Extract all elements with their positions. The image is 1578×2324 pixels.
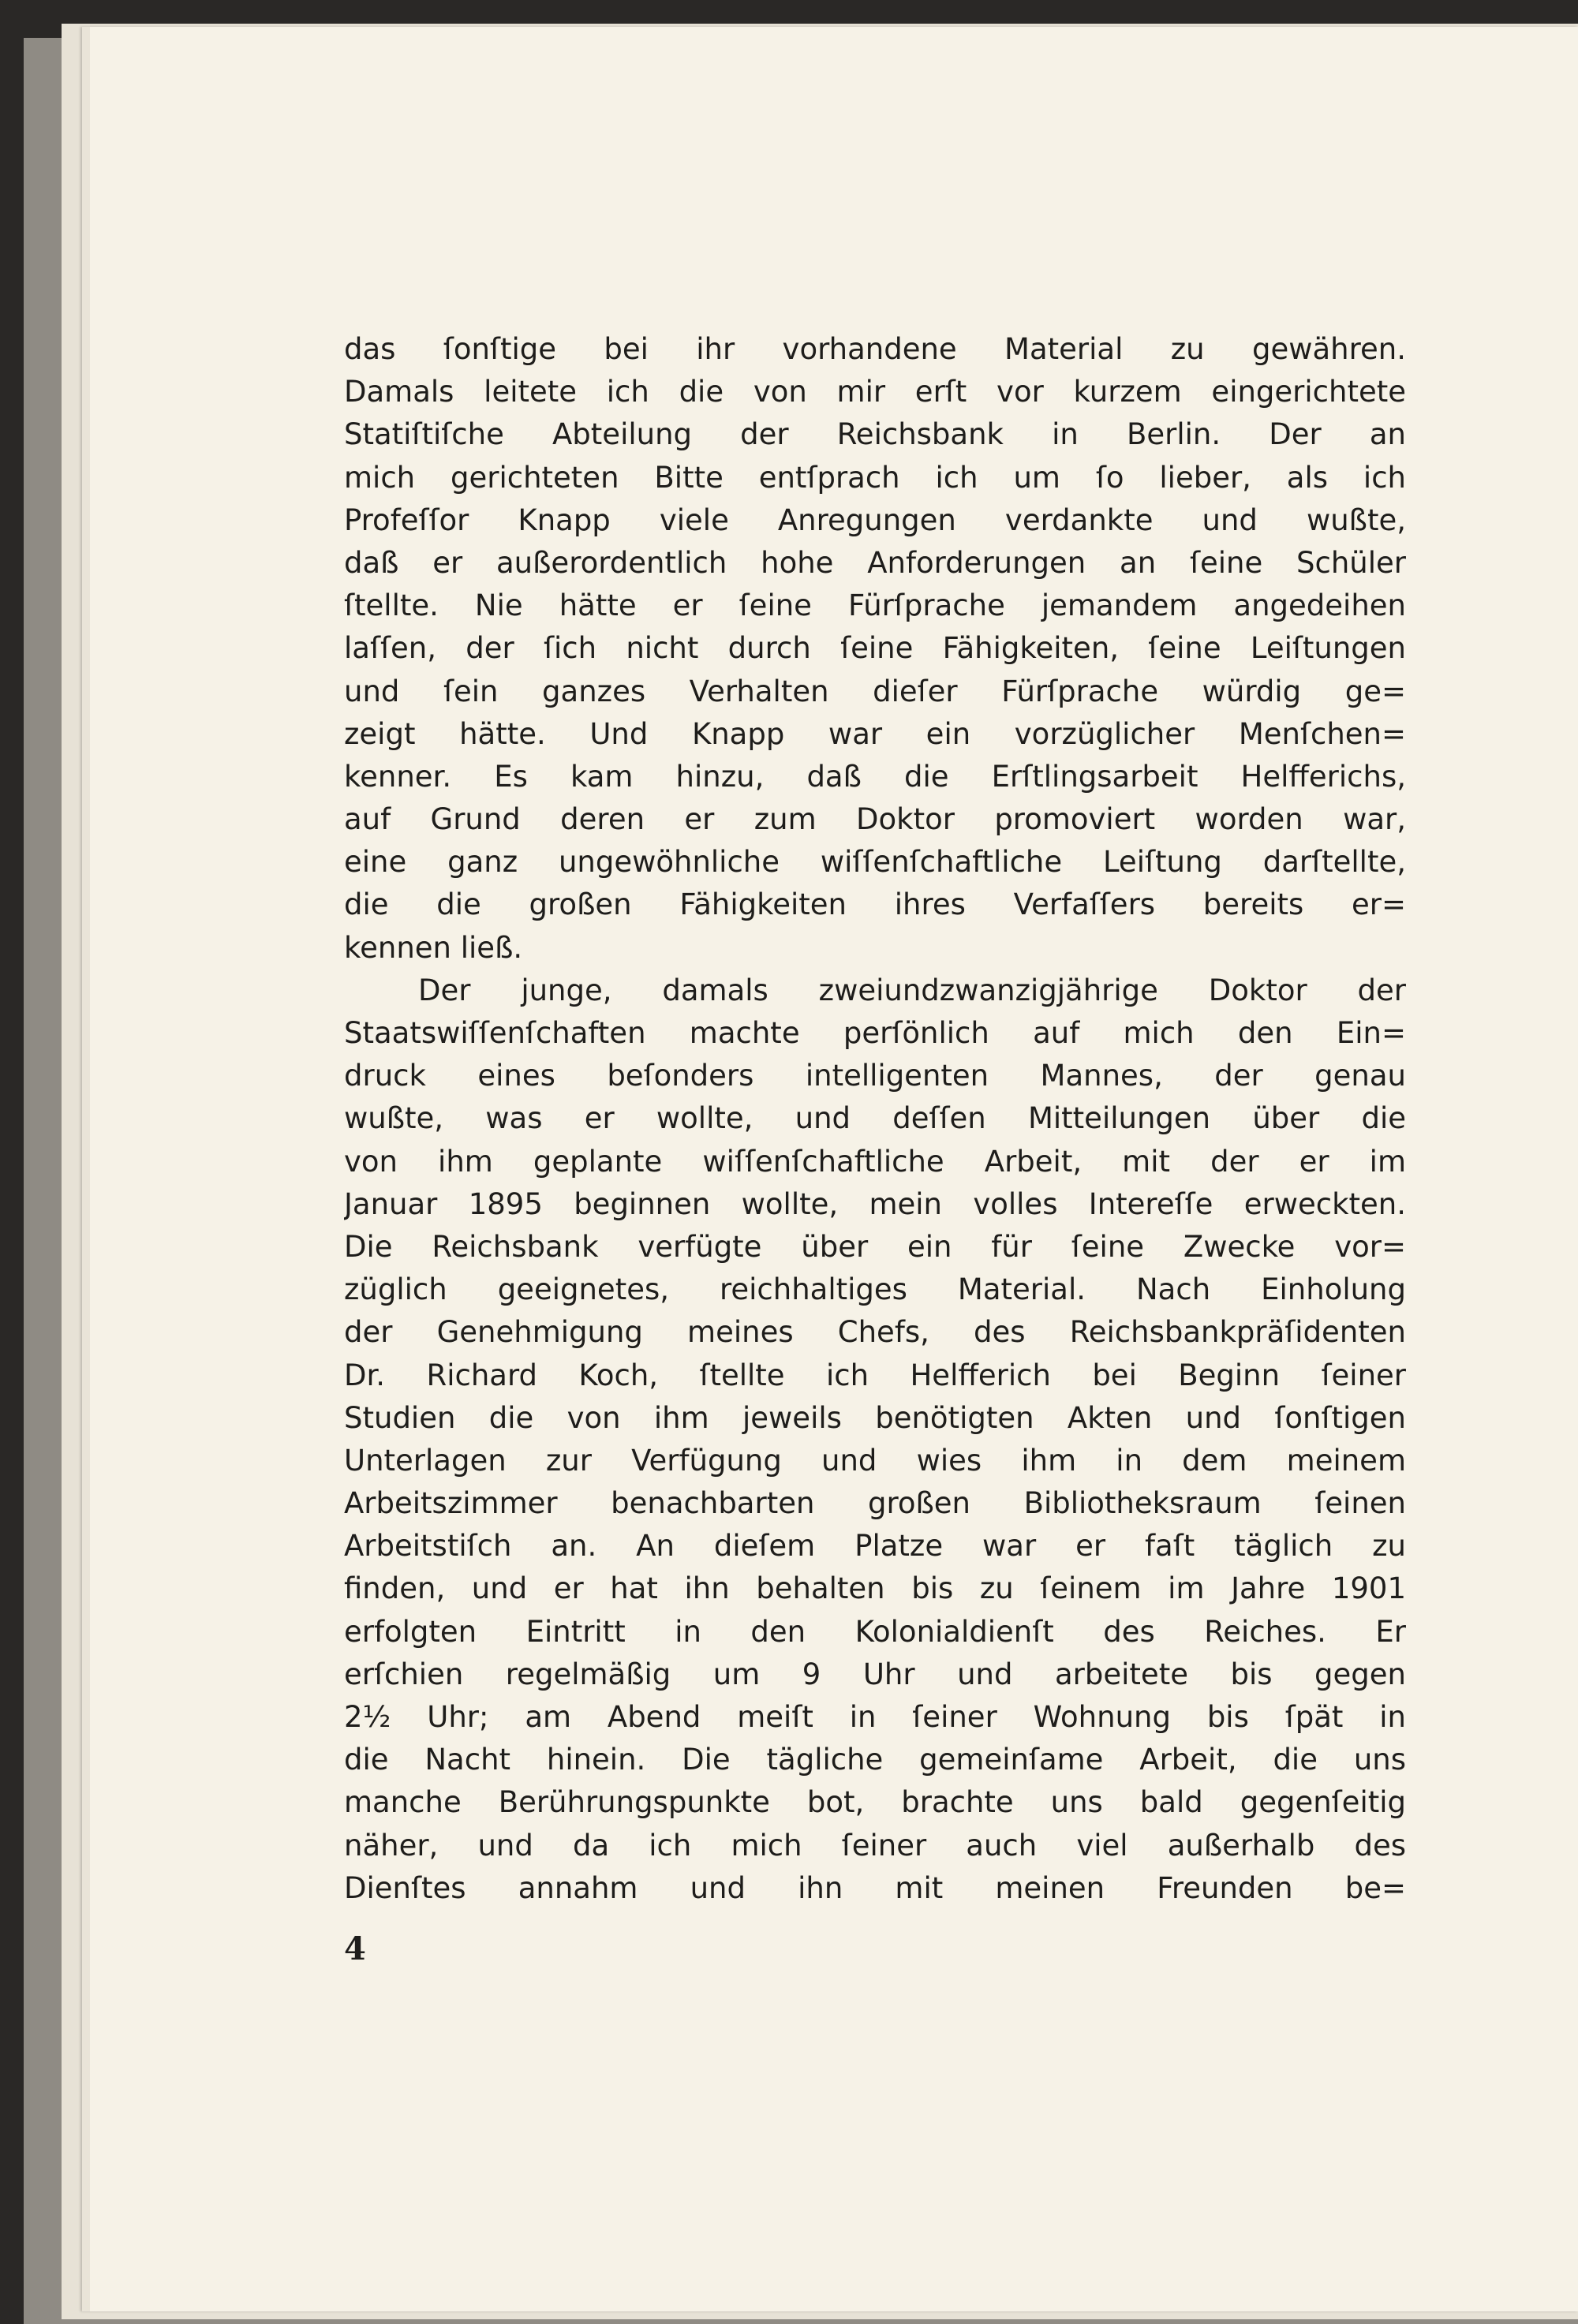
text-line: mich gerichteten Bitte entſprach ich um ſo lieber, als ich [344,460,1406,495]
text-line: näher, und da ich mich ſeiner auch viel außerhalb des [344,1828,1406,1863]
text-line: ſtellte. Nie hätte er ſeine Fürſprache jemandem angedeihen [344,588,1406,623]
text-line: eine ganz ungewöhnliche wiſſenſchaftliche Leiſtung darſtellte, [344,845,1406,880]
text-line: daß er außerordentlich hohe Anforderungen an ſeine Schüler [344,545,1406,580]
text-line: Dienſtes annahm und ihn mit meinen Freunden be= [344,1870,1406,1905]
text-line: Unterlagen zur Verfügung und wies ihm in dem meinem [344,1443,1406,1478]
text-line: finden, und er hat ihn behalten bis zu ſeinem im Jahre 1901 [344,1571,1406,1606]
text-line: laſſen, der ſich nicht durch ſeine Fähigkeiten, ſeine Leiſtungen [344,631,1406,666]
text-line: Die Reichsbank verfügte über ein für ſeine Zwecke vor= [344,1229,1406,1264]
text-line: erſchien regelmäßig um 9 Uhr und arbeitete bis gegen [344,1657,1406,1691]
text-line: Studien die von ihm jeweils benötigten Akten und ſonſtigen [344,1400,1406,1435]
text-line: Statiſtiſche Abteilung der Reichsbank in Berlin. Der an [344,417,1406,452]
text-line: Dr. Richard Koch, ſtellte ich Helfferich bei Beginn ſeiner [344,1358,1406,1392]
text-line: kenner. Es kam hinzu, daß die Erſtlingsarbeit Helfferichs, [344,759,1406,794]
text-line: die die großen Fähigkeiten ihres Verfaſſers bereits er= [344,887,1406,922]
text-line: Januar 1895 beginnen wollte, mein volles Intereſſe erweckten. [344,1186,1406,1221]
text-line: von ihm geplante wiſſenſchaftliche Arbeit, mit der er im [344,1144,1406,1179]
text-line: und ſein ganzes Verhalten dieſer Fürſprache würdig ge= [344,674,1406,708]
text-line: Arbeitstiſch an. An dieſem Platze war er faſt täglich zu [344,1529,1406,1564]
text-line: manche Berührungspunkte bot, brachte uns bald gegenſeitig [344,1785,1406,1820]
page-number: 4 [344,1930,366,1967]
page-edge [82,27,90,2311]
text-line: erfolgten Eintritt in den Kolonialdienſt des Reiches. Er [344,1614,1406,1649]
paragraph-end-line: kennen ließ. [344,930,523,965]
text-line: wußte, was er wollte, und deſſen Mitteilungen über die [344,1101,1406,1136]
text-line: zeigt hätte. Und Knapp war ein vorzüglicher Menſchen= [344,716,1406,751]
body-text [344,328,1406,1910]
text-line: die Nacht hinein. Die tägliche gemeinſame Arbeit, die uns [344,1743,1406,1777]
text-line: das ſonſtige bei ihr vorhandene Material zu gewähren. [344,332,1406,366]
text-line: Arbeitszimmer benachbarten großen Bibliotheksraum ſeinen [344,1486,1406,1521]
text-line: Staatswiſſenſchaften machte perſönlich auf mich den Ein= [344,1016,1406,1050]
text-line: Damals leitete ich die von mir erſt vor kurzem eingerichtete [344,375,1406,409]
text-line: druck eines beſonders intelligenten Mannes, der genau [344,1059,1406,1093]
text-line: auf Grund deren er zum Doktor promoviert worden war, [344,802,1406,837]
text-line: 2½ Uhr; am Abend meiſt in ſeiner Wohnung bis ſpät in [344,1700,1406,1734]
text-line: Profeſſor Knapp viele Anregungen verdankte und wußte, [344,503,1406,537]
text-line: der Genehmigung meines Chefs, des Reichsbankpräſidenten [344,1315,1406,1350]
paragraph-start-line: Der junge, damals zweiundzwanzigjährige Doktor der [418,973,1406,1007]
text-line: züglich geeignetes, reichhaltiges Material. Nach Einholung [344,1272,1406,1307]
